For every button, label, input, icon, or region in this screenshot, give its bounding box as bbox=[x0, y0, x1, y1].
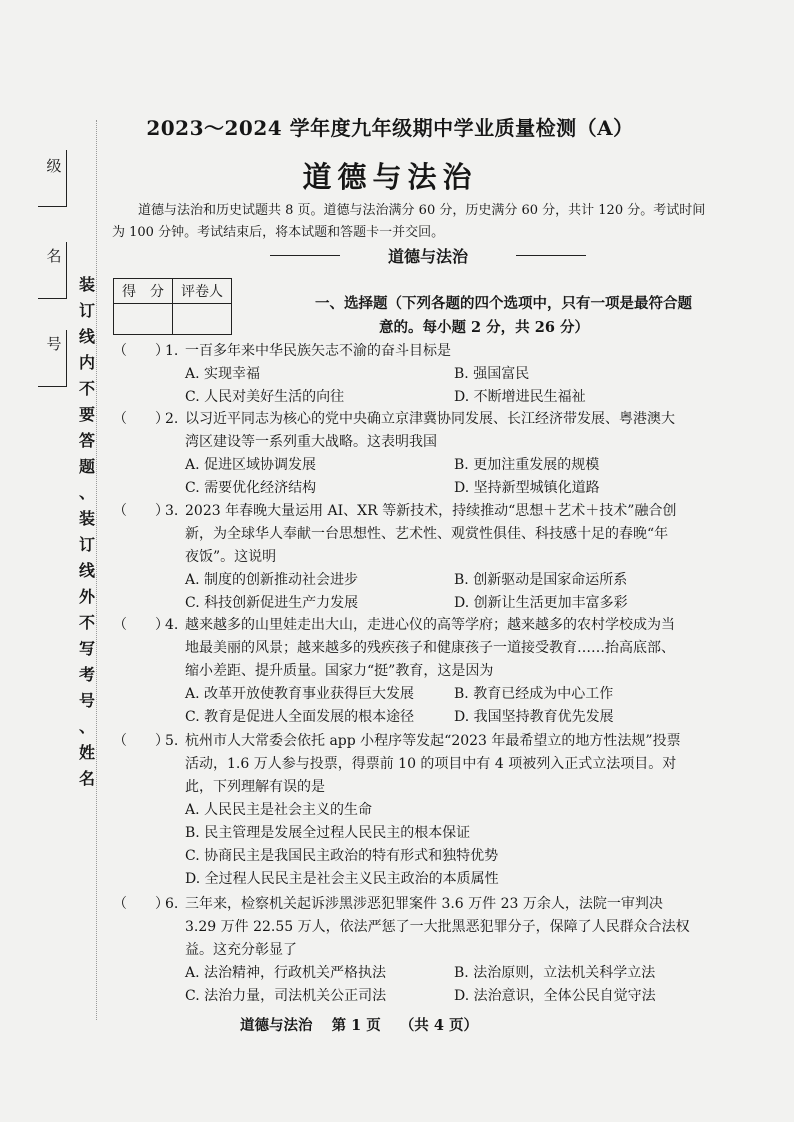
answer-blank[interactable]: （ ） bbox=[113, 896, 169, 912]
option-c: C. 协商民主是我国民主政治的特有形式和独特优势 bbox=[185, 848, 499, 864]
score-table bbox=[113, 278, 232, 335]
question-stem-cont: 新，为全球华人奉献一台思想性、艺术性、观赏性俱佳、科技感十足的春晚“年 bbox=[185, 526, 669, 542]
option-b: B. 民主管理是发展全过程人民民主的根本保证 bbox=[185, 825, 471, 841]
question-6 bbox=[113, 893, 713, 1008]
section-1-heading bbox=[315, 292, 715, 340]
question-number: 1. bbox=[165, 343, 179, 359]
question-number: 6. bbox=[165, 896, 179, 912]
option-b: B. 教育已经成为中心工作 bbox=[454, 686, 614, 702]
option-c: C. 需要优化经济结构 bbox=[185, 480, 317, 496]
binding-notice: 装 订 线 内 不 要 答 题 、 装 订 线 外 不 写 考 号 、 姓 名 bbox=[78, 275, 95, 788]
option-b: B. 强国富民 bbox=[454, 366, 530, 382]
option-b: B. 法治原则，立法机关科学立法 bbox=[454, 965, 656, 981]
question-stem: 一百多年来中华民族矢志不渝的奋斗目标是 bbox=[185, 343, 451, 359]
option-a: A. 促进区域协调发展 bbox=[185, 457, 317, 473]
score-header: 得 分 bbox=[114, 279, 173, 304]
answer-blank[interactable]: （ ） bbox=[113, 343, 169, 359]
question-stem: 三年来，检察机关起诉涉黑涉恶犯罪案件 3.6 万件 23 万余人，法院一审判决 bbox=[185, 896, 663, 912]
option-d: D. 法治意识，全体公民自觉守法 bbox=[454, 988, 656, 1004]
grader-header: 评卷人 bbox=[173, 279, 232, 304]
question-stem: 越来越多的山里娃走出大山，走进心仪的高等学府；越来越多的农村学校成为当 bbox=[185, 617, 675, 633]
option-b: B. 更加注重发展的规模 bbox=[454, 457, 600, 473]
option-c: C. 教育是促进人全面发展的根本途径 bbox=[185, 709, 415, 725]
answer-blank[interactable]: （ ） bbox=[113, 617, 169, 633]
question-stem-cont: 益。这充分彰显了 bbox=[185, 942, 297, 958]
question-stem-cont: 地最美丽的风景；越来越多的残疾孩子和健康孩子一道接受教育……抬高底部、 bbox=[185, 640, 675, 656]
question-stem: 2023 年春晚大量运用 AI、XR 等新技术，持续推动“思想＋艺术＋技术”融合创 bbox=[185, 503, 677, 519]
answer-blank[interactable]: （ ） bbox=[113, 411, 169, 427]
option-c: C. 法治力量，司法机关公正司法 bbox=[185, 988, 387, 1004]
option-d: D. 我国坚持教育优先发展 bbox=[454, 709, 614, 725]
name-field-label: 名 bbox=[46, 247, 62, 265]
question-2 bbox=[113, 408, 713, 500]
question-number: 3. bbox=[165, 503, 179, 519]
question-1 bbox=[113, 340, 713, 409]
option-c: C. 人民对美好生活的向往 bbox=[185, 389, 345, 405]
class-field-label: 级 bbox=[46, 157, 62, 175]
footer-subject: 道德与法治 bbox=[240, 1017, 313, 1034]
option-a: A. 改革开放使教育事业获得巨大发展 bbox=[185, 686, 415, 702]
question-number: 4. bbox=[165, 617, 179, 633]
binding-strip bbox=[0, 0, 100, 1122]
footer-page-total: （共 4 页） bbox=[399, 1017, 478, 1034]
heading-rule-right bbox=[516, 255, 586, 256]
question-4 bbox=[113, 614, 713, 729]
question-number: 2. bbox=[165, 411, 179, 427]
question-5 bbox=[113, 730, 713, 891]
question-stem: 杭州市人大常委会依托 app 小程序等发起“2023 年最希望立的地方性法规”投票 bbox=[185, 733, 681, 749]
question-stem-cont: 夜饭”。这说明 bbox=[185, 549, 277, 565]
question-3 bbox=[113, 500, 713, 615]
question-stem-cont: 此，下列理解有误的是 bbox=[185, 779, 325, 795]
option-b: B. 创新驱动是国家命运所系 bbox=[454, 572, 628, 588]
section-1-line-2: 意的。每小题 2 分，共 26 分） bbox=[379, 319, 589, 336]
option-d: D. 坚持新型城镇化道路 bbox=[454, 480, 600, 496]
answer-blank[interactable]: （ ） bbox=[113, 503, 169, 519]
question-stem-cont: 活动，1.6 万人参与投票，得票前 10 的项目中有 4 项被列入正式立法项目。对 bbox=[185, 756, 677, 772]
option-a: A. 法治精神，行政机关严格执法 bbox=[185, 965, 387, 981]
page-footer bbox=[240, 1014, 540, 1035]
option-a: A. 制度的创新推动社会进步 bbox=[185, 572, 359, 588]
option-c: C. 科技创新促进生产力发展 bbox=[185, 595, 359, 611]
subject-title: 道德与法治 bbox=[302, 160, 478, 194]
number-field-label: 号 bbox=[46, 335, 62, 353]
question-stem-cont: 缩小差距、提升质量。国家力“挺”教育，这是因为 bbox=[185, 663, 494, 679]
option-a: A. 人民民主是社会主义的生命 bbox=[185, 802, 373, 818]
answer-blank[interactable]: （ ） bbox=[113, 733, 169, 749]
question-stem-cont: 3.29 万件 22.55 万人，依法严惩了一大批黑恶犯罪分子，保障了人民群众合法权 bbox=[185, 919, 690, 935]
section-heading bbox=[270, 242, 590, 270]
footer-page-number: 第 1 页 bbox=[331, 1017, 381, 1034]
question-stem: 以习近平同志为核心的党中央确立京津冀协同发展、长江经济带发展、粤港澳大 bbox=[185, 411, 675, 427]
exam-instructions: 道德与法治和历史试题共 8 页。道德与法治满分 60 分，历史满分 60 分，共计 120 分。考试时间为 100 分钟。考试结束后，将本试题和答题卡一并交回。 bbox=[112, 203, 706, 240]
grader-cell[interactable] bbox=[173, 304, 232, 335]
section-heading-text: 道德与法治 bbox=[387, 247, 468, 266]
question-number: 5. bbox=[165, 733, 179, 749]
exam-title: 2023～2024 学年度九年级期中学业质量检测（A） bbox=[146, 116, 634, 140]
option-d: D. 创新让生活更加丰富多彩 bbox=[454, 595, 628, 611]
heading-rule-left bbox=[270, 255, 340, 256]
option-d: D. 不断增进民生福祉 bbox=[454, 389, 586, 405]
option-a: A. 实现幸福 bbox=[185, 366, 261, 382]
section-1-line-1: 一、选择题（下列各题的四个选项中，只有一项是最符合题 bbox=[315, 295, 692, 312]
score-cell[interactable] bbox=[114, 304, 173, 335]
question-stem-cont: 湾区建设等一系列重大战略。这表明我国 bbox=[185, 434, 437, 450]
option-d: D. 全过程人民民主是社会主义民主政治的本质属性 bbox=[185, 871, 499, 887]
